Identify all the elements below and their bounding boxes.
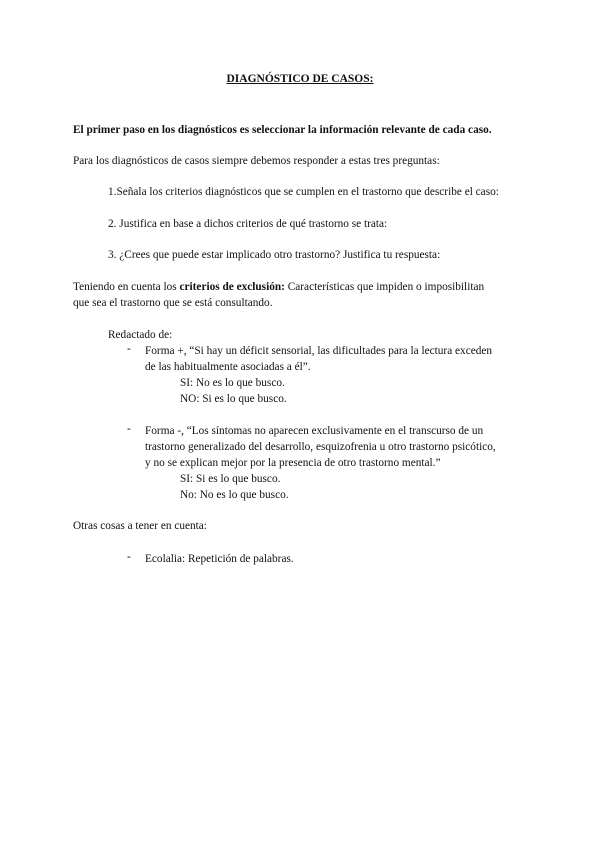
page-title: DIAGNÓSTICO DE CASOS: (226, 73, 374, 85)
question-1: 1.Señala los criterios diagnósticos que se cumplen en el trastorno que describe el caso: (108, 186, 499, 198)
forma-neg-line3: y no se explican mejor por la presencia de otro trastorno mental.” (145, 457, 441, 469)
otras-cosas-heading: Otras cosas a tener en cuenta: (73, 520, 207, 532)
redactado-label: Redactado de: (108, 329, 173, 341)
question-3: 3. ¿Crees que puede estar implicado otro trastorno? Justifica tu respuesta: (108, 249, 441, 261)
forma-neg-line1: Forma -, “Los síntomas no aparecen exclusivamente en el transcurso de un (145, 425, 484, 437)
forma-neg-bullet: - (127, 423, 131, 435)
forma-pos-line2: de las habitualmente asociadas a él”. (145, 361, 311, 373)
forma-neg-no: No: No es lo que busco. (180, 489, 289, 501)
ecolalia-item: Ecolalia: Repetición de palabras. (145, 553, 294, 565)
exclusion-prefix: Teniendo en cuenta los (73, 281, 180, 293)
forma-pos-no: NO: Si es lo que busco. (180, 393, 287, 405)
intro-bold-paragraph: El primer paso en los diagnósticos es seleccionar la información relevante de cada caso. (73, 124, 492, 136)
exclusion-rest: Características que impiden o imposibilitan (284, 281, 485, 293)
exclusion-paragraph-line1 (73, 279, 484, 295)
intro-paragraph: Para los diagnósticos de casos siempre debemos responder a estas tres preguntas: (73, 155, 440, 167)
exclusion-bold-term: criterios de exclusión: (179, 281, 285, 293)
exclusion-paragraph-line2: que sea el trastorno que se está consultando. (73, 297, 273, 309)
question-2: 2. Justifica en base a dichos criterios de qué trastorno se trata: (108, 218, 388, 230)
forma-neg-si: SI: Si es lo que busco. (180, 473, 281, 485)
ecolalia-bullet: - (127, 551, 131, 563)
forma-pos-line1: Forma +, “Si hay un déficit sensorial, las dificultades para la lectura exceden (145, 345, 493, 357)
forma-neg-line2: trastorno generalizado del desarrollo, esquizofrenia u otro trastorno psicótico, (145, 441, 496, 453)
forma-pos-bullet: - (127, 343, 131, 355)
forma-pos-si: SI: No es lo que busco. (180, 377, 285, 389)
